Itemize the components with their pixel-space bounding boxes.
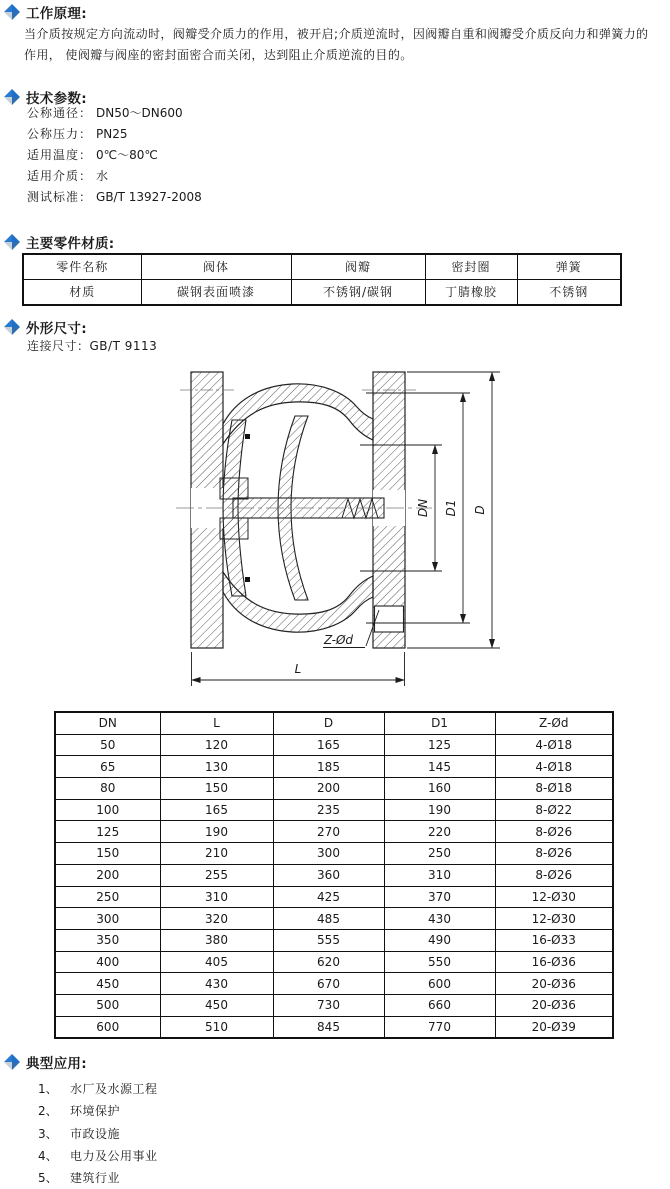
table-cell: 不锈钢 <box>517 280 621 306</box>
section-title: 外形尺寸: <box>26 321 87 337</box>
application-item <box>38 1147 158 1164</box>
diamond-bullet-icon <box>4 4 20 20</box>
table-cell: 150 <box>55 843 160 865</box>
param-value: GB/T 13927-2008 <box>96 190 202 204</box>
table-row <box>55 756 613 778</box>
table-cell: 165 <box>160 799 273 821</box>
shaft-assembly <box>220 478 384 539</box>
section-title: 工作原理: <box>26 6 87 22</box>
table-cell: 80 <box>55 778 160 800</box>
column-header: 弹簧 <box>517 254 621 280</box>
application-item <box>38 1169 120 1186</box>
column-header: 阀瓣 <box>291 254 425 280</box>
param-value: 水 <box>96 169 109 183</box>
table-cell: 300 <box>273 843 384 865</box>
table-cell: 50 <box>55 734 160 756</box>
table-cell: 20-Ø36 <box>495 994 613 1016</box>
table-cell: 160 <box>384 778 495 800</box>
table-cell: 235 <box>273 799 384 821</box>
label-Z-od: Z-Ød <box>324 633 354 647</box>
application-text: 电力及公用事业 <box>70 1149 158 1163</box>
table-header-row <box>23 254 621 280</box>
table-cell: 4-Ø18 <box>495 756 613 778</box>
table-row <box>55 973 613 995</box>
param-label: 公称压力： <box>27 127 93 141</box>
dimensions-table <box>54 711 614 1039</box>
column-header: D <box>273 712 384 734</box>
table-cell: 450 <box>160 994 273 1016</box>
table-cell: 620 <box>273 951 384 973</box>
param-label: 公称通径： <box>27 106 93 120</box>
table-cell: 8-Ø26 <box>495 843 613 865</box>
diamond-bullet-icon <box>4 89 20 105</box>
table-row <box>55 886 613 908</box>
application-text: 环境保护 <box>70 1104 121 1118</box>
param-label: 适用温度： <box>27 148 93 162</box>
seal-ring-top <box>245 434 250 439</box>
param-value: PN25 <box>96 127 128 141</box>
table-cell: 730 <box>273 994 384 1016</box>
application-number: 3、 <box>38 1127 58 1141</box>
table-cell: 不锈钢/碳钢 <box>291 280 425 306</box>
section-header-materials <box>4 233 115 251</box>
table-cell: 130 <box>160 756 273 778</box>
application-item <box>38 1080 158 1097</box>
application-text: 水厂及水源工程 <box>70 1082 158 1096</box>
param-value: 0℃～80℃ <box>96 148 158 162</box>
param-row <box>27 146 158 163</box>
table-row <box>55 951 613 973</box>
label-D: D <box>473 505 487 515</box>
table-cell: 16-Ø36 <box>495 951 613 973</box>
table-row <box>23 280 621 306</box>
table-row <box>55 994 613 1016</box>
table-row <box>55 778 613 800</box>
valve-drawing-svg <box>120 360 540 700</box>
column-header: L <box>160 712 273 734</box>
table-cell: 210 <box>160 843 273 865</box>
application-item <box>38 1102 120 1119</box>
table-cell: 430 <box>160 973 273 995</box>
param-value: DN50～DN600 <box>96 106 183 120</box>
table-cell: 845 <box>273 1016 384 1038</box>
table-cell: 220 <box>384 821 495 843</box>
table-cell: 4-Ø18 <box>495 734 613 756</box>
table-cell: 200 <box>273 778 384 800</box>
table-row <box>55 929 613 951</box>
table-row <box>55 864 613 886</box>
application-number: 4、 <box>38 1149 58 1163</box>
column-header: DN <box>55 712 160 734</box>
param-row <box>27 104 183 121</box>
column-header: 零件名称 <box>23 254 141 280</box>
principle-text-line2: 作用， 使阀瓣与阀座的密封面密合而关闭，达到阻止介质逆流的目的。 <box>24 48 413 62</box>
table-row <box>55 734 613 756</box>
table-cell: 380 <box>160 929 273 951</box>
table-cell: 670 <box>273 973 384 995</box>
table-cell: 300 <box>55 908 160 930</box>
valve-cross-section-drawing <box>120 360 540 700</box>
table-cell: 310 <box>384 864 495 886</box>
table-cell: 145 <box>384 756 495 778</box>
table-cell: 660 <box>384 994 495 1016</box>
table-cell: 碳钢表面喷漆 <box>141 280 291 306</box>
table-cell: 250 <box>55 886 160 908</box>
table-cell: 360 <box>273 864 384 886</box>
table-cell: 500 <box>55 994 160 1016</box>
table-cell: 20-Ø39 <box>495 1016 613 1038</box>
table-cell: 510 <box>160 1016 273 1038</box>
table-cell: 190 <box>384 799 495 821</box>
table-cell: 165 <box>273 734 384 756</box>
param-row <box>27 167 108 184</box>
table-cell: 丁腈橡胶 <box>425 280 517 306</box>
diamond-bullet-icon <box>4 234 20 250</box>
table-cell: 320 <box>160 908 273 930</box>
label-DN: DN <box>416 498 430 518</box>
param-label: 适用介质： <box>27 169 93 183</box>
table-cell: 255 <box>160 864 273 886</box>
table-row <box>55 843 613 865</box>
seal-ring-bottom <box>245 577 250 582</box>
table-cell: 16-Ø33 <box>495 929 613 951</box>
section-header-principle <box>4 3 87 21</box>
table-cell: 120 <box>160 734 273 756</box>
table-cell: 485 <box>273 908 384 930</box>
table-cell: 185 <box>273 756 384 778</box>
section-title: 技术参数: <box>26 91 87 107</box>
bolt-hole <box>375 606 404 632</box>
table-cell: 600 <box>55 1016 160 1038</box>
principle-text-line1: 当介质按规定方向流动时，阀瓣受介质力的作用，被开启;介质逆流时，因阀瓣自重和阀瓣受介质反向力和弹簧力的 <box>24 27 649 41</box>
section-title: 主要零件材质: <box>26 236 115 252</box>
table-cell: 12-Ø30 <box>495 908 613 930</box>
table-cell: 8-Ø26 <box>495 821 613 843</box>
param-row <box>27 125 128 142</box>
table-cell: 20-Ø36 <box>495 973 613 995</box>
table-cell: 350 <box>55 929 160 951</box>
table-cell: 405 <box>160 951 273 973</box>
param-label: 测试标准： <box>27 190 93 204</box>
table-cell: 190 <box>160 821 273 843</box>
table-cell: 555 <box>273 929 384 951</box>
application-text: 建筑行业 <box>70 1171 121 1185</box>
table-cell: 430 <box>384 908 495 930</box>
table-cell: 8-Ø18 <box>495 778 613 800</box>
materials-table <box>22 253 622 306</box>
table-header-row <box>55 712 613 734</box>
application-number: 5、 <box>38 1171 58 1185</box>
diamond-bullet-icon <box>4 319 20 335</box>
table-cell: 150 <box>160 778 273 800</box>
section-header-applications <box>4 1053 87 1071</box>
table-cell: 100 <box>55 799 160 821</box>
table-cell: 125 <box>55 821 160 843</box>
table-cell: 65 <box>55 756 160 778</box>
label-L: L <box>294 662 302 676</box>
table-cell: 250 <box>384 843 495 865</box>
table-row <box>55 908 613 930</box>
table-cell: 550 <box>384 951 495 973</box>
application-text: 市政设施 <box>70 1127 121 1141</box>
table-cell: 600 <box>384 973 495 995</box>
table-cell: 370 <box>384 886 495 908</box>
table-cell: 490 <box>384 929 495 951</box>
table-cell: 125 <box>384 734 495 756</box>
table-cell: 12-Ø30 <box>495 886 613 908</box>
application-number: 2、 <box>38 1104 58 1118</box>
table-row <box>55 821 613 843</box>
table-cell: 770 <box>384 1016 495 1038</box>
connection-standard-note: 连接尺寸：GB/T 9113 <box>27 339 158 353</box>
table-cell: 材质 <box>23 280 141 306</box>
section-header-dimensions <box>4 318 87 336</box>
application-item <box>38 1125 120 1142</box>
table-row <box>55 1016 613 1038</box>
table-cell: 270 <box>273 821 384 843</box>
table-cell: 400 <box>55 951 160 973</box>
param-row <box>27 188 202 205</box>
column-header: Z-Ød <box>495 712 613 734</box>
table-row <box>55 799 613 821</box>
table-cell: 310 <box>160 886 273 908</box>
table-cell: 200 <box>55 864 160 886</box>
left-flange <box>191 372 223 648</box>
table-cell: 450 <box>55 973 160 995</box>
table-cell: 425 <box>273 886 384 908</box>
table-cell: 8-Ø26 <box>495 864 613 886</box>
label-D1: D1 <box>444 499 458 517</box>
table-cell: 8-Ø22 <box>495 799 613 821</box>
column-header: 密封圈 <box>425 254 517 280</box>
column-header: 阀体 <box>141 254 291 280</box>
column-header: D1 <box>384 712 495 734</box>
section-title: 典型应用: <box>26 1056 87 1072</box>
diamond-bullet-icon <box>4 1054 20 1070</box>
application-number: 1、 <box>38 1082 58 1096</box>
